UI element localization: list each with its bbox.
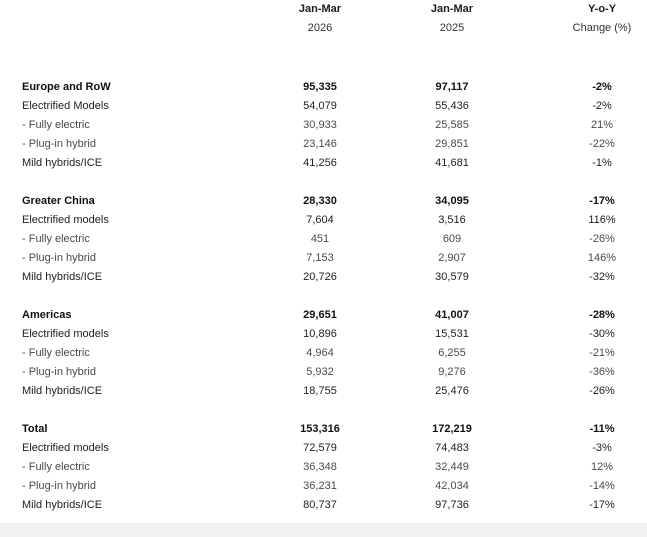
- table-section: [0, 78, 647, 173]
- row-label: Electrified models: [22, 328, 109, 340]
- table-row: [0, 420, 647, 439]
- value-2025: 172,219: [432, 423, 472, 435]
- column-header-yoy-change: [547, 0, 647, 38]
- table-row: [0, 211, 647, 230]
- value-2026: 29,651: [303, 309, 337, 321]
- value-2025: 32,449: [435, 461, 469, 473]
- row-label: Mild hybrids/ICE: [22, 271, 103, 283]
- yoy-change: -26%: [589, 385, 615, 397]
- row-label: Mild hybrids/ICE: [22, 157, 103, 169]
- yoy-change: -28%: [589, 309, 615, 321]
- row-label: - Plug-in hybrid: [22, 138, 96, 150]
- yoy-change: 116%: [588, 214, 616, 226]
- table-row: [0, 439, 647, 458]
- yoy-change: -22%: [589, 138, 615, 150]
- row-label: Americas: [22, 309, 72, 321]
- row-label: Electrified models: [22, 442, 109, 454]
- yoy-change: -14%: [589, 480, 615, 492]
- value-2026: 5,932: [306, 366, 334, 378]
- row-label: Europe and RoW: [22, 81, 111, 93]
- yoy-change: -26%: [589, 233, 615, 245]
- table-section: [0, 192, 647, 287]
- table-row: [0, 477, 647, 496]
- column-header-change-pct: Change (%): [572, 22, 632, 34]
- sales-table: [0, 78, 647, 534]
- yoy-change: -36%: [589, 366, 615, 378]
- yoy-change: 146%: [587, 252, 617, 264]
- value-2026: 36,231: [303, 480, 337, 492]
- table-row: [0, 268, 647, 287]
- value-2025: 55,436: [435, 100, 469, 112]
- row-label: - Plug-in hybrid: [22, 252, 96, 264]
- table-row: [0, 306, 647, 325]
- yoy-change: -2%: [592, 81, 612, 93]
- value-2025: 41,007: [435, 309, 469, 321]
- row-label: - Plug-in hybrid: [22, 480, 96, 492]
- table-row: [0, 249, 647, 268]
- value-2025: 3,516: [438, 214, 466, 226]
- column-header-jan-mar-2026: [265, 0, 375, 38]
- value-2025: 97,736: [435, 499, 469, 511]
- table-row: [0, 325, 647, 344]
- yoy-change: -21%: [589, 347, 615, 359]
- table-row: [0, 78, 647, 97]
- table-section: [0, 420, 647, 515]
- value-2026: 4,964: [306, 347, 334, 359]
- value-2026: 28,330: [303, 195, 337, 207]
- value-2026: 451: [310, 233, 330, 245]
- yoy-change: -30%: [589, 328, 615, 340]
- table-row: [0, 154, 647, 173]
- row-label: Mild hybrids/ICE: [22, 499, 103, 511]
- value-2025: 34,095: [435, 195, 469, 207]
- table-row: [0, 458, 647, 477]
- value-2025: 609: [442, 233, 462, 245]
- value-2025: 41,681: [435, 157, 469, 169]
- yoy-change: -17%: [589, 499, 615, 511]
- value-2025: 15,531: [435, 328, 469, 340]
- value-2026: 41,256: [303, 157, 337, 169]
- column-header-period: Jan-Mar: [298, 3, 342, 15]
- yoy-change: -1%: [592, 157, 612, 169]
- value-2026: 7,153: [306, 252, 334, 264]
- value-2025: 42,034: [435, 480, 469, 492]
- yoy-change: -32%: [589, 271, 615, 283]
- table-row: [0, 344, 647, 363]
- value-2026: 7,604: [306, 214, 334, 226]
- value-2026: 20,726: [303, 271, 337, 283]
- table-row: [0, 363, 647, 382]
- table-row: [0, 230, 647, 249]
- table-row: [0, 496, 647, 515]
- value-2025: 9,276: [438, 366, 466, 378]
- value-2025: 97,117: [435, 81, 469, 93]
- value-2026: 10,896: [303, 328, 337, 340]
- yoy-change: -2%: [592, 100, 612, 112]
- value-2025: 29,851: [435, 138, 469, 150]
- value-2026: 95,335: [303, 81, 337, 93]
- column-header-period: Jan-Mar: [430, 3, 474, 15]
- row-label: - Fully electric: [22, 347, 90, 359]
- value-2025: 30,579: [435, 271, 469, 283]
- table-row: [0, 382, 647, 401]
- footer-band: [0, 523, 647, 537]
- value-2026: 36,348: [303, 461, 337, 473]
- value-2026: 54,079: [303, 100, 337, 112]
- value-2025: 2,907: [438, 252, 466, 264]
- row-label: Total: [22, 423, 48, 435]
- row-label: - Plug-in hybrid: [22, 366, 96, 378]
- yoy-change: -3%: [592, 442, 612, 454]
- column-header-jan-mar-2025: [397, 0, 507, 38]
- value-2025: 25,476: [435, 385, 469, 397]
- value-2026: 153,316: [300, 423, 340, 435]
- value-2026: 30,933: [303, 119, 337, 131]
- column-header-year: 2026: [307, 22, 333, 34]
- row-label: Electrified models: [22, 214, 109, 226]
- row-label: Greater China: [22, 195, 95, 207]
- value-2026: 80,737: [303, 499, 337, 511]
- value-2025: 25,585: [435, 119, 469, 131]
- row-label: - Fully electric: [22, 461, 90, 473]
- yoy-change: 12%: [590, 461, 614, 473]
- yoy-change: -11%: [589, 423, 615, 435]
- yoy-change: 21%: [590, 119, 614, 131]
- value-2026: 23,146: [303, 138, 337, 150]
- row-label: Mild hybrids/ICE: [22, 385, 103, 397]
- yoy-change: -17%: [589, 195, 615, 207]
- table-row: [0, 135, 647, 154]
- table-row: [0, 116, 647, 135]
- row-label: - Fully electric: [22, 233, 90, 245]
- row-label: - Fully electric: [22, 119, 90, 131]
- table-row: [0, 97, 647, 116]
- value-2025: 6,255: [438, 347, 466, 359]
- column-header-yoy: Y-o-Y: [587, 3, 617, 15]
- column-header-year: 2025: [439, 22, 465, 34]
- value-2026: 72,579: [303, 442, 337, 454]
- table-section: [0, 306, 647, 401]
- row-label: Electrified Models: [22, 100, 109, 112]
- value-2026: 18,755: [303, 385, 337, 397]
- table-row: [0, 192, 647, 211]
- value-2025: 74,483: [435, 442, 469, 454]
